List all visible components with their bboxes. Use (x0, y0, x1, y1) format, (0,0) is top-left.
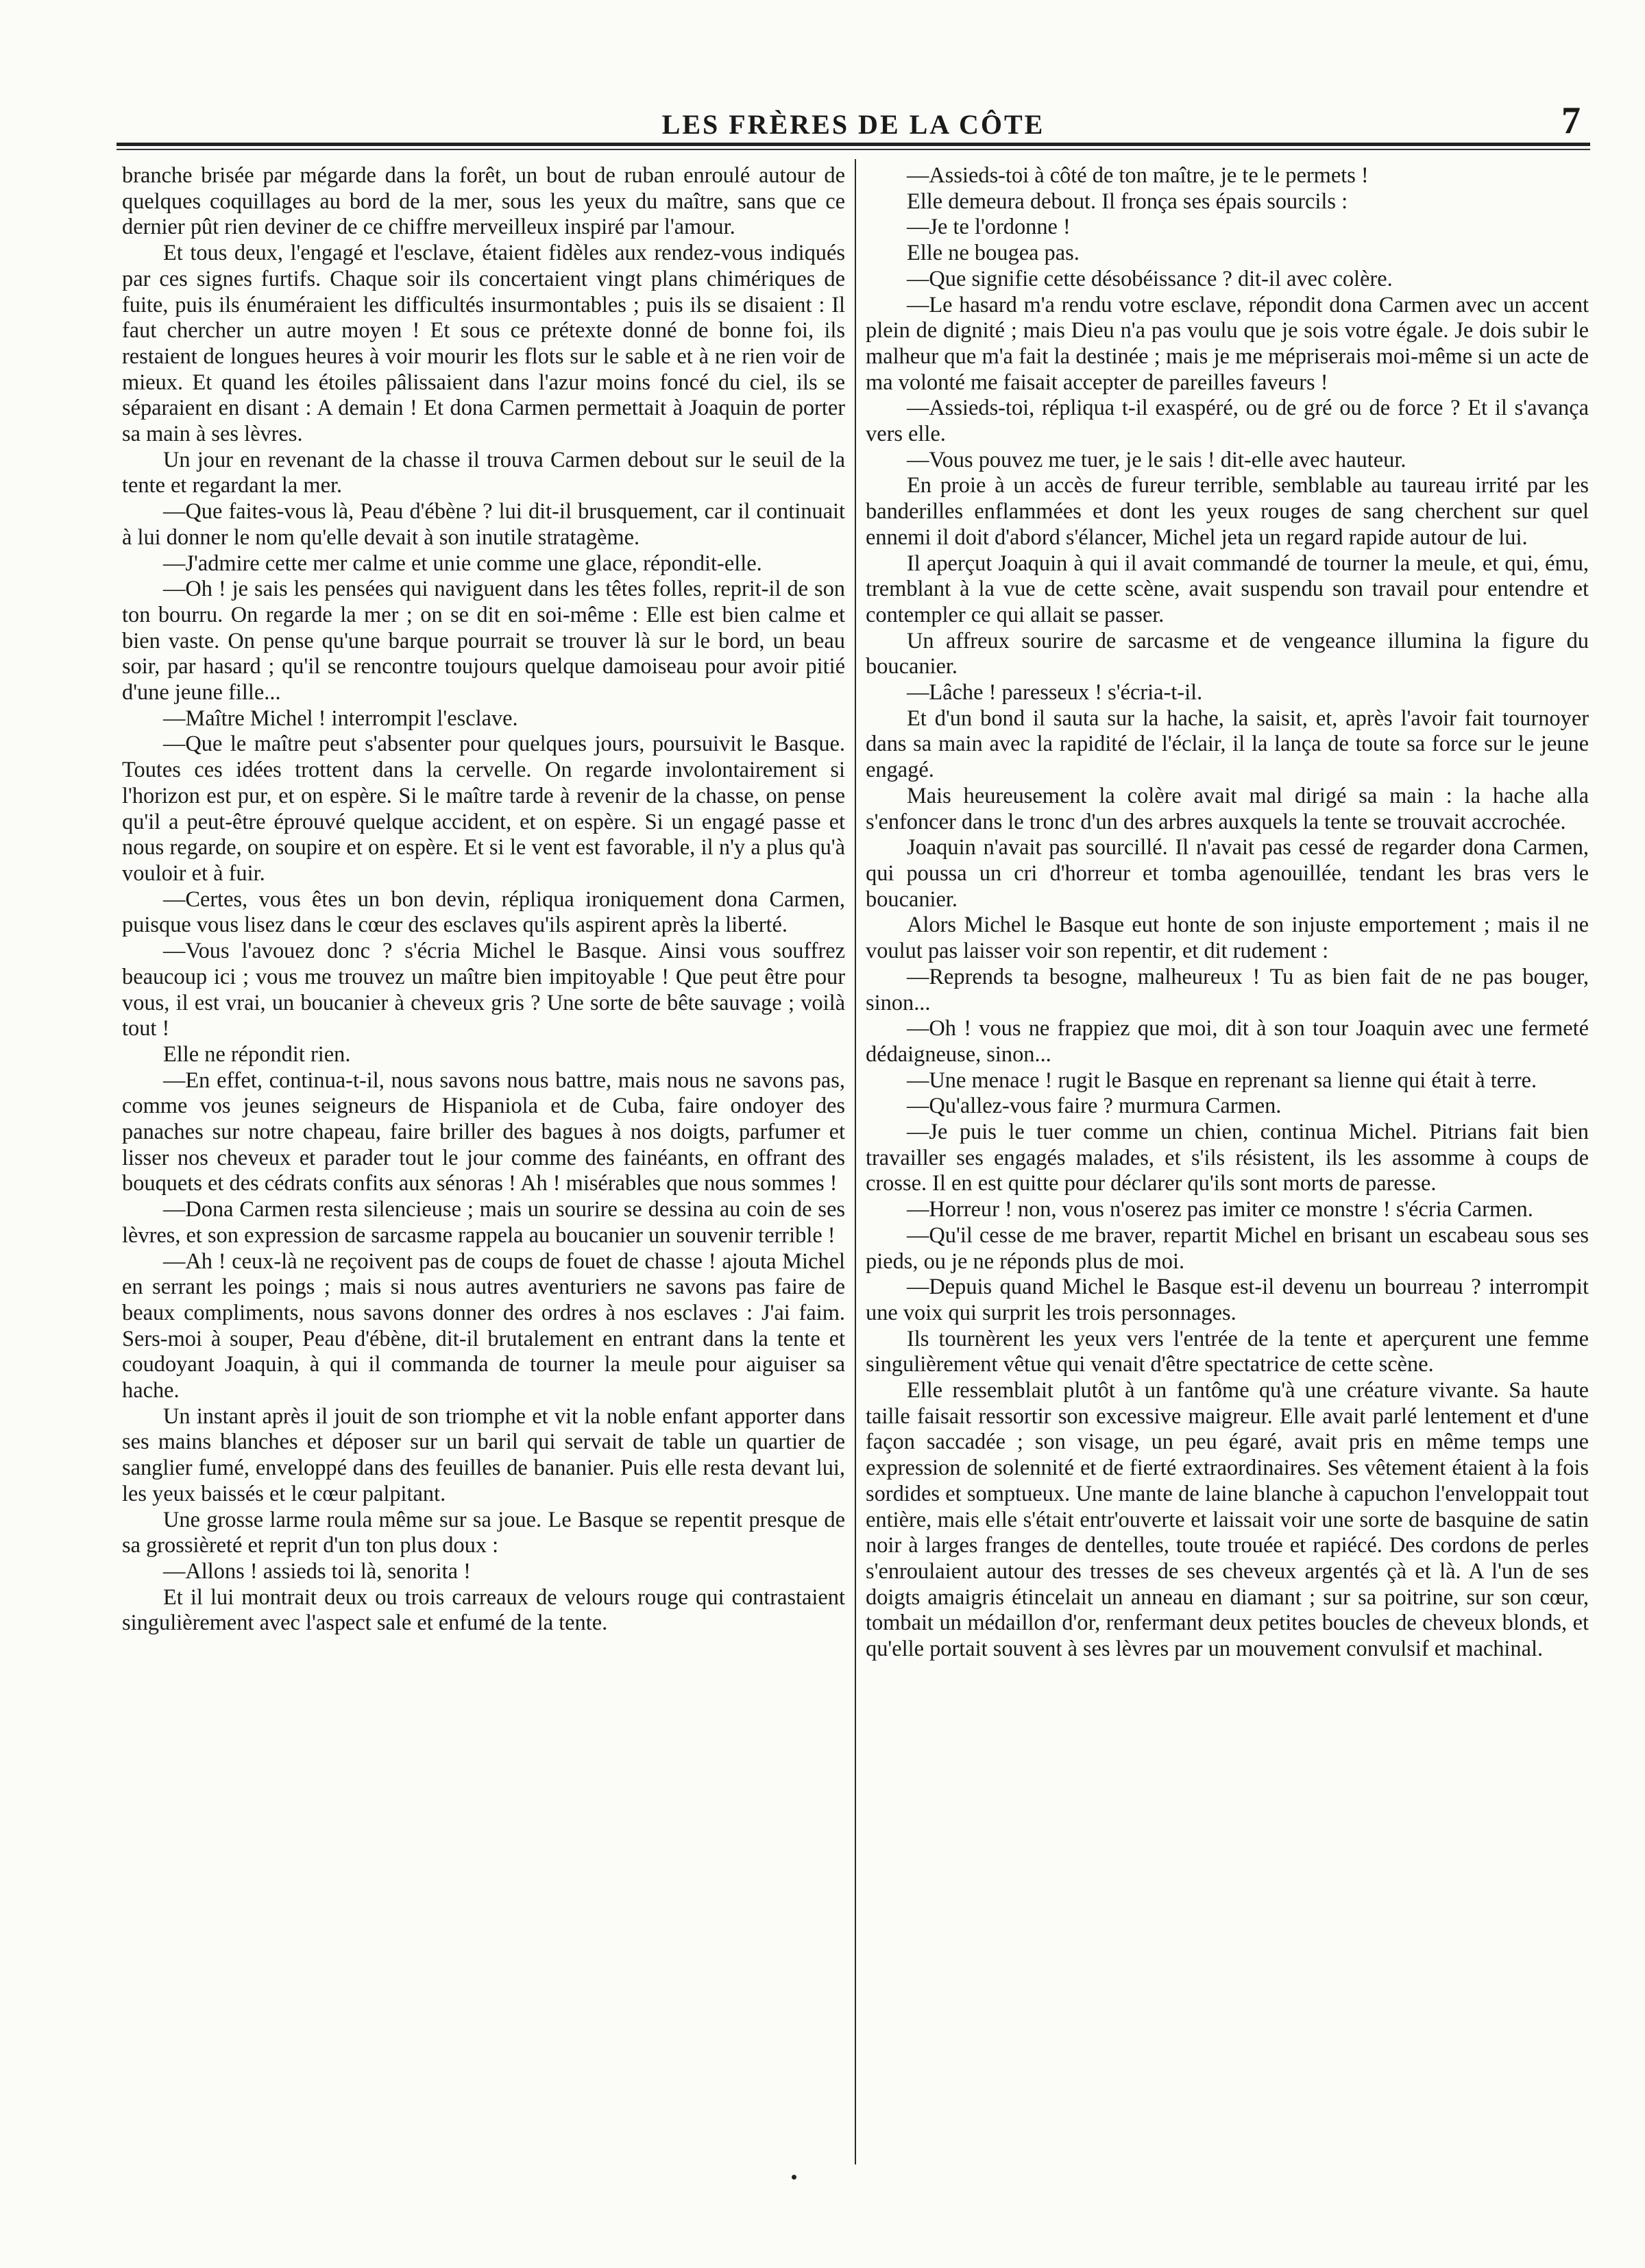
paragraph: Et d'un bond il sauta sur la hache, la saisit, et, après l'avoir fait tournoyer dans sa main avec la rapidité de l'éclair, il la lança de toute sa force sur le jeune engagé. (866, 705, 1589, 783)
paragraph: —Que faites-vous là, Peau d'ébène ? lui dit-il brusquement, car il continuait à lui donner le nom qu'elle devait à son inutile stratagème. (122, 499, 845, 550)
paragraph: Elle demeura debout. Il fronça ses épais sourcils : (907, 189, 1348, 214)
paragraph: —Dona Carmen resta silencieuse ; mais un sourire se dessina au coin de ses lèvres, et son expression de sarcasme rappela au boucanier un souvenir terrible ! (122, 1197, 845, 1248)
right-column (866, 163, 1589, 1663)
paragraph: —Que signifie cette désobéissance ? dit-il avec colère. (907, 266, 1393, 291)
header-rule-thin (117, 149, 1590, 150)
paragraph: Un affreux sourire de sarcasme et de vengeance illumina la figure du boucanier. (866, 628, 1589, 679)
paragraph: —Allons ! assieds toi là, senorita ! (163, 1558, 471, 1584)
paragraph: Et il lui montrait deux ou trois carreaux de velours rouge qui contrastaient singulièrement avec l'aspect sale et enfumé de la tente. (122, 1584, 845, 1636)
left-column (122, 163, 845, 1637)
paragraph: —En effet, continua-t-il, nous savons nous battre, mais nous ne savons pas, comme vos jeunes seigneurs de Hispaniola et de Cuba, faire ondoyer des panaches sur notre chapeau, faire briller des bagues à nos doigts, parfumer et lisser nos cheveux et parader tout le jour comme des fainéants, en offrant des bouquets et des cédrats confits aux sénoras ! Ah ! misérables que nous sommes ! (122, 1067, 845, 1196)
paragraph: En proie à un accès de fureur terrible, semblable au taureau irrité par les banderilles enflammées et dont les yeux rouges de sang cherchent sur quel ennemi il doit d'abord s'élancer, Michel jeta un regard rapide autour de lui. (866, 473, 1589, 550)
paragraph: —Reprends ta besogne, malheureux ! Tu as bien fait de ne pas bouger, sinon... (866, 964, 1589, 1015)
paragraph: —Qu'allez-vous faire ? murmura Carmen. (907, 1094, 1282, 1119)
column-rule (855, 159, 856, 2164)
header-rule (117, 143, 1590, 146)
paragraph: —Je puis le tuer comme un chien, continua Michel. Pitrians fait bien travailler ses engagés malades, et s'ils résistent, ils les assomme à coups de crosse. Il en est quitte pour déclarer qu'ils sont morts de paresse. (866, 1120, 1589, 1196)
paragraph: —Le hasard m'a rendu votre esclave, répondit dona Carmen avec un accent plein de dignité ; mais Dieu n'a pas voulu que je sois votre égale. Je dois subir le malheur que m'a fait la destinée ; mais je me mépriserais moi-même si un acte de ma volonté me faisait accepter de pareilles faveurs ! (866, 292, 1589, 395)
paragraph: —Vous pouvez me tuer, je le sais ! dit-elle avec hauteur. (907, 447, 1406, 472)
running-title: LES FRÈRES DE LA CÔTE (661, 109, 1045, 140)
paragraph: —Assieds-toi, répliqua t-il exaspéré, ou de gré ou de force ? Et il s'avança vers elle. (866, 396, 1589, 447)
paragraph: —Une menace ! rugit le Basque en reprenant sa lienne qui était à terre. (907, 1067, 1537, 1093)
paragraph: —Oh ! je sais les pensées qui naviguent dans les têtes folles, reprit-il de son ton bourru. On regarde la mer ; on se dit en soi-même : Elle est bien calme et bien vaste. On pense qu'une barque pourrait se trouver là sur le bord, un beau soir, par hasard ; qu'il se rencontre toujours quelque damoiseau pour avoir pitié d'une jeune fille... (122, 577, 845, 705)
page-number: 7 (1561, 99, 1581, 142)
paragraph: —Depuis quand Michel le Basque est-il devenu un bourreau ? interrompit une voix qui surprit les trois personnages. (866, 1275, 1589, 1325)
paragraph: —Oh ! vous ne frappiez que moi, dit à son tour Joaquin avec une fermeté dédaigneuse, sinon... (866, 1016, 1589, 1067)
paragraph: —Horreur ! non, vous n'oserez pas imiter ce monstre ! s'écria Carmen. (907, 1197, 1533, 1222)
paragraph: —Maître Michel ! interrompit l'esclave. (163, 705, 518, 731)
paragraph: Joaquin n'avait pas sourcillé. Il n'avait pas cessé de regarder dona Carmen, qui poussa un cri d'horreur et tomba agenouillée, tendant les bras vers le boucanier. (866, 835, 1589, 912)
paragraph: Alors Michel le Basque eut honte de son injuste emportement ; mais il ne voulut pas laisser voir son repentir, et dit rudement : (866, 913, 1589, 964)
paragraph: —J'admire cette mer calme et unie comme une glace, répondit-elle. (163, 551, 762, 576)
paragraph: Mais heureusement la colère avait mal dirigé sa main : la hache alla s'enfoncer dans le tronc d'un des arbres auxquels la tente se trouvait accrochée. (866, 783, 1589, 834)
page-header (117, 96, 1590, 144)
paragraph: Elle ressemblait plutôt à un fantôme qu'à une créature vivante. Sa haute taille faisait ressortir son excessive maigreur. Elle avait parlé lentement et d'une façon saccadée ; son visage, un peu égaré, avait pris en même temps une expression de solennité et de fierté extraordinaires. Ses vêtement étaient à la fois sordides et somptueux. Une mante de laine blanche à capuchon l'enveloppait tout entière, mais elle s'était entr'ouverte et laissait voir une sorte de basquine de satin noir à larges franges de dentelles, toute trouée et rapiécé. Des cordons de perles s'enroulaient autour des tresses de ses cheveux argentés çà et là. A l'un de ses doigts amaigris étincelait un anneau en diamant ; sur sa poitrine, sur son cœur, tombait un médaillon d'or, renfermant deux petites boucles de cheveux blonds, et qu'elle portait souvent à ses lèvres par un mouvement convulsif et machinal. (866, 1378, 1589, 1662)
paragraph: Ils tournèrent les yeux vers l'entrée de la tente et aperçurent une femme singulièrement vêtue qui venait d'être spectatrice de cette scène. (866, 1326, 1589, 1377)
paragraph: —Vous l'avouez donc ? s'écria Michel le Basque. Ainsi vous souffrez beaucoup ici ; vous me trouvez un maître bien impitoyable ! Que peut être pour vous, il est vrai, un boucanier à cheveux gris ? Une sorte de bête sauvage ; voilà tout ! (122, 939, 845, 1041)
paragraph: —Certes, vous êtes un bon devin, répliqua ironiquement dona Carmen, puisque vous lisez dans le cœur des esclaves qu'ils aspirent après la liberté. (122, 886, 845, 938)
paragraph: —Lâche ! paresseux ! s'écria-t-il. (907, 680, 1203, 705)
printer-mark (792, 2175, 796, 2180)
paragraph: Elle ne répondit rien. (163, 1041, 351, 1067)
paragraph: —Je te l'ordonne ! (907, 215, 1071, 240)
paragraph: —Assieds-toi à côté de ton maître, je te le permets ! (907, 163, 1369, 188)
paragraph: Elle ne bougea pas. (907, 241, 1080, 266)
paragraph: —Ah ! ceux-là ne reçoivent pas de coups de fouet de chasse ! ajouta Michel en serrant les poings ; mais si nous autres aventuriers ne savons pas faire de beaux compliments, nous savons donner des ordres à nos esclaves : J'ai faim. Sers-moi à souper, Peau d'ébène, dit-il brutalement en entrant dans la tente et coudoyant Joaquin, à qui il commanda de tourner la meule pour aiguiser sa hache. (122, 1248, 845, 1403)
paragraph: Une grosse larme roula même sur sa joue. Le Basque se repentit presque de sa grossièreté et reprit d'un ton plus doux : (122, 1507, 845, 1558)
paragraph: Un jour en revenant de la chasse il trouva Carmen debout sur le seuil de la tente et regardant la mer. (122, 447, 845, 498)
paragraph: Et tous deux, l'engagé et l'esclave, étaient fidèles aux rendez-vous indiqués par ces signes furtifs. Chaque soir ils concertaient vingt plans chimériques de fuite, puis ils énuméraient les difficultés insurmontables ; puis ils se disaient : Il faut chercher un autre moyen ! Et sous ce prétexte donné de bonne foi, ils restaient de longues heures à voir mourir les flots sur le sable et à ne rien voir de mieux. Et quand les étoiles pâlissaient dans l'azur moins foncé du ciel, ils se séparaient en disant : A demain ! Et dona Carmen permettait à Joaquin de porter sa main à ses lèvres. (122, 241, 845, 447)
paragraph: Un instant après il jouit de son triomphe et vit la noble enfant apporter dans ses mains blanches et déposer sur un baril qui servait de table un quartier de sanglier fumé, enveloppé dans des feuilles de bananier. Puis elle resta devant lui, les yeux baissés et le cœur palpitant. (122, 1403, 845, 1506)
paragraph: —Qu'il cesse de me braver, repartit Michel en brisant un escabeau sous ses pieds, ou je ne réponds plus de moi. (866, 1222, 1589, 1274)
paragraph: branche brisée par mégarde dans la forêt, un bout de ruban enroulé autour de quelques coquillages au bord de la mer, sous les yeux du maître, sans que ce dernier pût rien deviner de ce chiffre merveilleux inspiré par l'amour. (122, 163, 845, 240)
paragraph: —Que le maître peut s'absenter pour quelques jours, poursuivit le Basque. Toutes ces idées trottent dans la cervelle. On regarde involontairement si l'horizon est pur, et on espère. Si le maître tarde à revenir de la chasse, on pense qu'il a peut-être éprouvé quelque accident, et on espère. Si un engagé passe et nous regarde, on soupire et on espère. Et si le vent est favorable, il n'y a plus qu'à vouloir et à fuir. (122, 732, 845, 886)
paragraph: Il aperçut Joaquin à qui il avait commandé de tourner la meule, et qui, ému, tremblant à la vue de cette scène, avait suspendu son travail pour entendre et contempler ce qui allait se passer. (866, 551, 1589, 627)
